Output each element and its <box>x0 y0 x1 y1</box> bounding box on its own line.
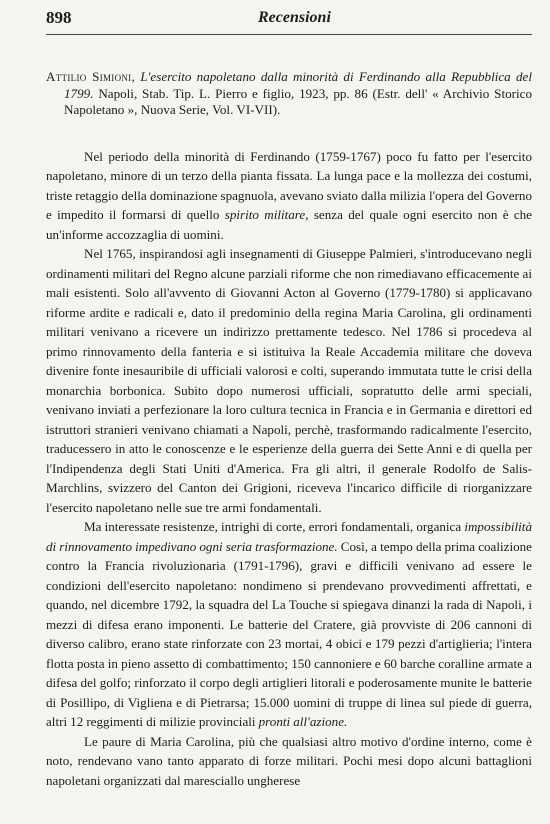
running-head: Recensioni <box>258 9 331 26</box>
paragraph-2: Nel 1765, inspirandosi agli insegnamenti di Giuseppe Palmieri, s'introducevano negli ordinamenti militari del Regno alcune parziali riforme che non rimediavano efficacemente ai mali esistenti. Solo all'avvento di Giovanni Acton al Governo (1779-1780) si applicavano riforme ardite e radicali e, dato il predominio della regina Maria Carolina, gli ordinamenti militari venivano a ricevere un indirizzo prettamente tedesco. Nel 1786 si procedeva al primo rinnovamento della fanteria e si istituiva la Reale Accademia militare che doveva divenire fonte inesauribile di ufficiali valorosi e colti, superando immutata tutte le crisi della monarchia borbonica. Subito dopo numerosi ufficiali, sopratutto delle armi speciali, venivano inviati a perfezionare la loro cultura tecnica in Francia e in Germania e direttori ed istruttori stranieri venivano chiamati a Napoli, perchè, trasformando radicalmente l'esercito, traducessero in atto le conoscenze e le esperienze della guerra dei Sette Anni e di quella per l'Indipendenza degli Stati Uniti d'America. Fra gli altri, il generale Rodolfo de Salis-Marchlins, svizzero del Canton dei Grigioni, riceveva l'incarico difficile di riorganizzare l'esercito napoletano nelle sue tre armi fondamentali. <box>46 246 532 515</box>
paragraph-3-text-a: Ma interessate resistenze, intrighi di corte, errori fondamentali, organica <box>84 519 465 534</box>
citation-title: L'esercito napoletano dalla minorità di Ferdinando alla Repubblica del 1799. <box>64 69 532 101</box>
paragraph-4: Le paure di Maria Carolina, più che qualsiasi altro motivo d'ordine interno, come è noto, rendevano vano tanto apparato di forze militari. Pochi mesi dopo alcuni battaglioni napoletani organizzati dal maresciallo ungherese <box>46 733 532 788</box>
paragraph-1-text-c: senza del quale ogni esercito non è che un'informe accozzaglia di uomini. <box>46 207 532 242</box>
citation-author: Attilio Simioni, <box>46 69 136 84</box>
citation-publication: Napoli, Stab. Tip. L. Pierro e figlio, 1923, pp. 86 (Estr. dell' « Archivio Storico Napoletano », Nuova Serie, Vol. VI-VII). <box>64 85 532 117</box>
bibliographic-citation <box>46 69 532 119</box>
page-number: 898 <box>46 8 72 27</box>
page-header <box>46 8 532 35</box>
paragraph-3-text-c: Così, a tempo della prima coalizione contro la Francia rivoluzionaria (1791-1796), gravi e difficili venivano ad essere le condizioni dell'esercito napoletano: nondimeno si prendevano provvedimenti affrettati, e quando, nel dicembre 1792, la squadra del La Touche si spiegava dinanzi la rada di Napoli, i mezzi di difesa erano imponenti. Le batterie del Cratere, già provviste di 206 cannoni di diverso calibro, erano state rinforzate con 23 mortai, 4 obici e 179 pezzi d'artiglieria; l'intera flotta posta in pieno assetto di combattimento; 150 cannoniere e 60 barche coralline armate a difesa del golfo; rinforzato il corpo degli artiglieri litorali e poderosamente munite le batterie di Posillipo, di Vigliena e di Pietrarsa; 15.000 uomini di truppe di linea sul piede di guerra, altri 12 reggimenti di milizie provinciali <box>46 538 532 729</box>
paragraph-1-text-a: Nel periodo della minorità di Ferdinando (1759-1767) poco fu fatto per l'esercito napoletano, minore di un terzo della pianta fissata. La lunga pace e la mollezza dei costumi, triste retaggio della dominazione spagnuola, avevano sviato dalla milizia l'opera del Governo e impedito il formarsi di quello <box>46 148 532 222</box>
paragraph-1 <box>46 147 532 245</box>
paragraph-3-italic-a: impossibilità di rinnovamento impedivano ogni seria trasformazione. <box>46 519 532 554</box>
paragraph-3-italic-b: pronti all'azione. <box>258 714 348 729</box>
paragraph-1-italic: spirito militare, <box>224 207 309 222</box>
paragraph-3 <box>46 517 532 732</box>
